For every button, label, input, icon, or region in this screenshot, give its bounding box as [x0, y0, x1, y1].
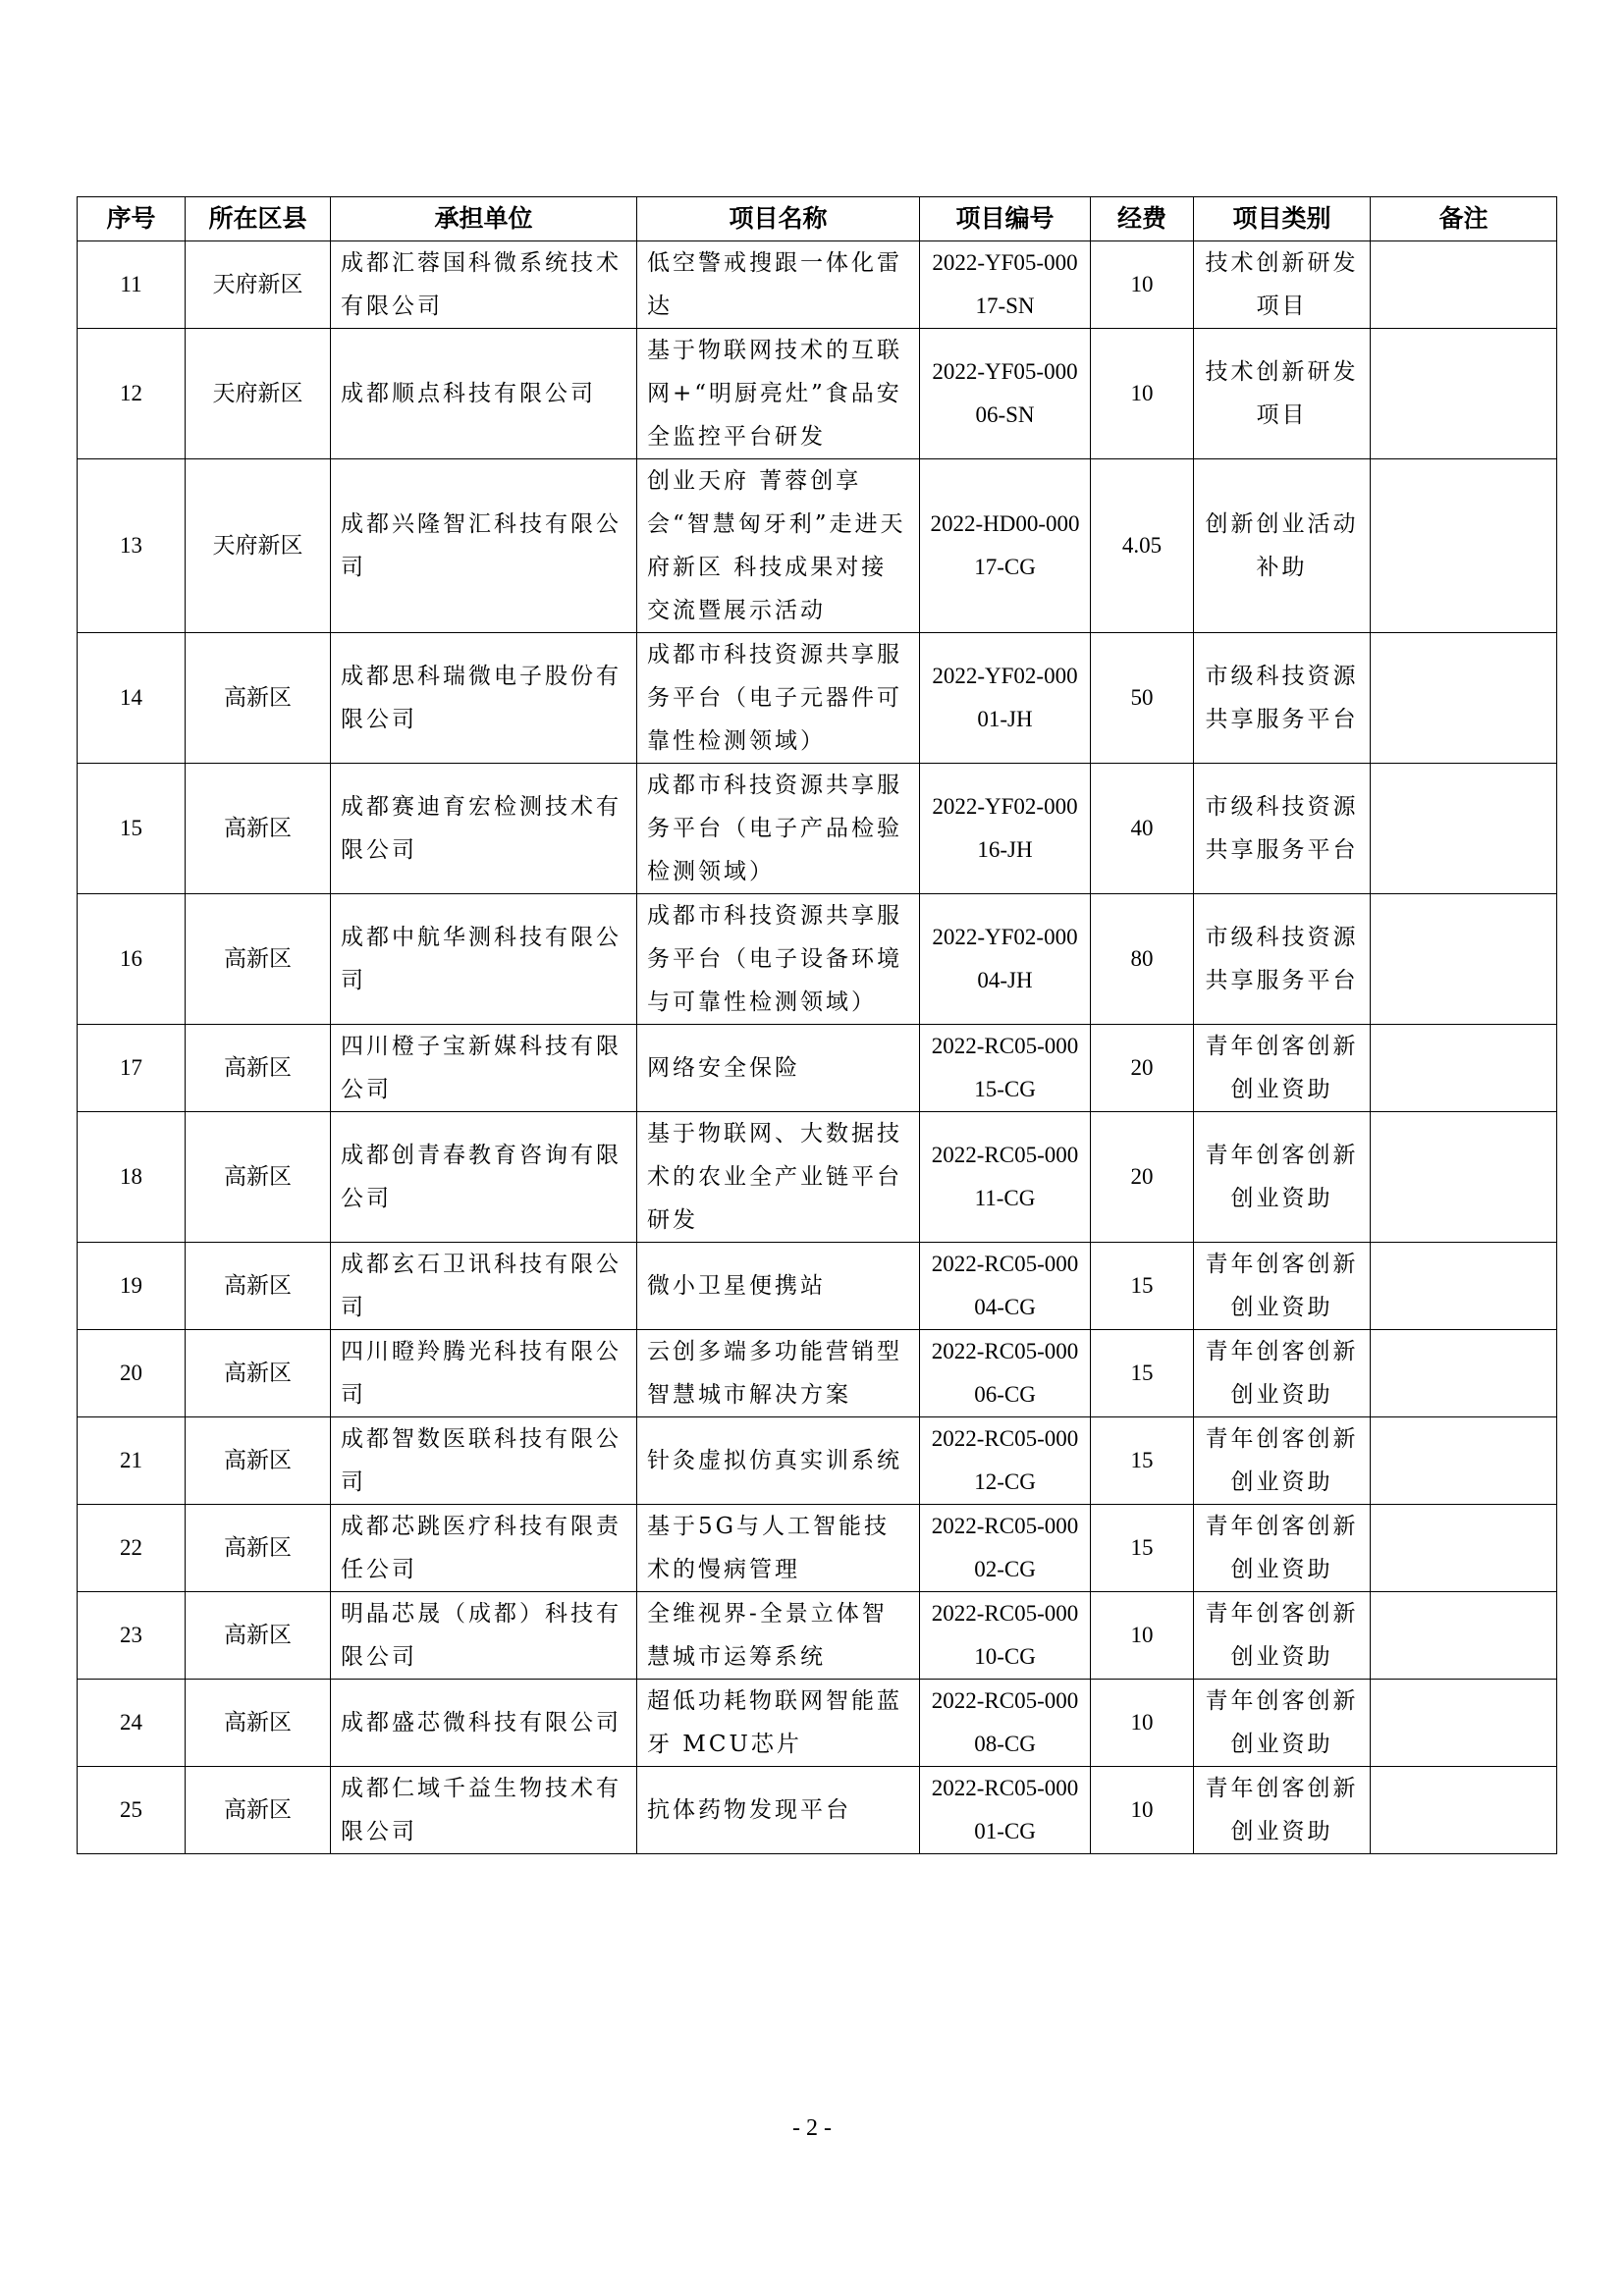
table-row	[78, 894, 1557, 1025]
cell-category: 市级科技资源共享服务平台	[1194, 764, 1371, 894]
cell-project-code: 2022-YF02-00004-JH	[920, 894, 1091, 1025]
table-row	[78, 1025, 1557, 1112]
cell-serial: 16	[78, 894, 186, 1025]
cell-category: 技术创新研发项目	[1194, 241, 1371, 329]
cell-project-code: 2022-RC05-00006-CG	[920, 1330, 1091, 1417]
cell-unit: 成都仁域千益生物技术有限公司	[331, 1767, 637, 1854]
cell-project-name: 全维视界-全景立体智慧城市运筹系统	[637, 1592, 920, 1680]
cell-note	[1371, 633, 1557, 764]
cell-note	[1371, 1330, 1557, 1417]
cell-note	[1371, 1680, 1557, 1767]
cell-project-name: 成都市科技资源共享服务平台（电子设备环境与可靠性检测领域）	[637, 894, 920, 1025]
cell-category: 青年创客创新创业资助	[1194, 1767, 1371, 1854]
cell-district: 高新区	[186, 1330, 331, 1417]
cell-note	[1371, 1112, 1557, 1243]
cell-serial: 13	[78, 459, 186, 633]
cell-unit: 成都玄石卫讯科技有限公司	[331, 1243, 637, 1330]
cell-note	[1371, 1505, 1557, 1592]
page-number: - 2 -	[792, 2115, 832, 2141]
cell-unit: 成都芯跳医疗科技有限责任公司	[331, 1505, 637, 1592]
cell-serial: 24	[78, 1680, 186, 1767]
cell-unit: 成都智数医联科技有限公司	[331, 1417, 637, 1505]
table-row	[78, 1592, 1557, 1680]
header-serial: 序号	[78, 197, 186, 241]
cell-project-code: 2022-RC05-00008-CG	[920, 1680, 1091, 1767]
table-row	[78, 1243, 1557, 1330]
cell-note	[1371, 1243, 1557, 1330]
cell-funding: 10	[1091, 329, 1194, 459]
cell-district: 高新区	[186, 1243, 331, 1330]
cell-category: 青年创客创新创业资助	[1194, 1417, 1371, 1505]
cell-unit: 成都赛迪育宏检测技术有限公司	[331, 764, 637, 894]
cell-serial: 18	[78, 1112, 186, 1243]
cell-category: 市级科技资源共享服务平台	[1194, 894, 1371, 1025]
cell-district: 高新区	[186, 1505, 331, 1592]
cell-category: 青年创客创新创业资助	[1194, 1112, 1371, 1243]
cell-project-code: 2022-RC05-00004-CG	[920, 1243, 1091, 1330]
header-category: 项目类别	[1194, 197, 1371, 241]
cell-project-code: 2022-YF05-00006-SN	[920, 329, 1091, 459]
cell-district: 天府新区	[186, 459, 331, 633]
cell-note	[1371, 329, 1557, 459]
cell-category: 青年创客创新创业资助	[1194, 1505, 1371, 1592]
cell-project-name: 基于5G与人工智能技术的慢病管理	[637, 1505, 920, 1592]
table-row	[78, 1680, 1557, 1767]
cell-unit: 明晶芯晟（成都）科技有限公司	[331, 1592, 637, 1680]
table-row	[78, 459, 1557, 633]
cell-project-code: 2022-RC05-00011-CG	[920, 1112, 1091, 1243]
header-note: 备注	[1371, 197, 1557, 241]
cell-unit: 成都思科瑞微电子股份有限公司	[331, 633, 637, 764]
cell-serial: 19	[78, 1243, 186, 1330]
cell-project-code: 2022-YF05-00017-SN	[920, 241, 1091, 329]
table-header-row	[78, 197, 1557, 241]
header-project-name: 项目名称	[637, 197, 920, 241]
cell-funding: 10	[1091, 1680, 1194, 1767]
cell-serial: 21	[78, 1417, 186, 1505]
table-row	[78, 1505, 1557, 1592]
cell-project-name: 针灸虚拟仿真实训系统	[637, 1417, 920, 1505]
cell-funding: 80	[1091, 894, 1194, 1025]
table-row	[78, 1767, 1557, 1854]
cell-funding: 4.05	[1091, 459, 1194, 633]
cell-unit: 成都盛芯微科技有限公司	[331, 1680, 637, 1767]
cell-district: 高新区	[186, 1680, 331, 1767]
cell-project-name: 低空警戒搜跟一体化雷达	[637, 241, 920, 329]
cell-note	[1371, 1417, 1557, 1505]
cell-project-code: 2022-RC05-00010-CG	[920, 1592, 1091, 1680]
cell-serial: 14	[78, 633, 186, 764]
table-body	[78, 241, 1557, 1854]
cell-project-name: 微小卫星便携站	[637, 1243, 920, 1330]
cell-project-name: 创业天府 菁蓉创享会“智慧匈牙利”走进天府新区 科技成果对接交流暨展示活动	[637, 459, 920, 633]
cell-note	[1371, 459, 1557, 633]
cell-note	[1371, 1767, 1557, 1854]
table-row	[78, 1417, 1557, 1505]
cell-serial: 17	[78, 1025, 186, 1112]
cell-unit: 成都汇蓉国科微系统技术有限公司	[331, 241, 637, 329]
cell-project-name: 成都市科技资源共享服务平台（电子产品检验检测领域）	[637, 764, 920, 894]
cell-unit: 四川瞪羚腾光科技有限公司	[331, 1330, 637, 1417]
cell-project-name: 成都市科技资源共享服务平台（电子元器件可靠性检测领域）	[637, 633, 920, 764]
cell-category: 青年创客创新创业资助	[1194, 1680, 1371, 1767]
table-row	[78, 1112, 1557, 1243]
table-row	[78, 241, 1557, 329]
table-row	[78, 329, 1557, 459]
cell-serial: 22	[78, 1505, 186, 1592]
header-project-code: 项目编号	[920, 197, 1091, 241]
cell-funding: 15	[1091, 1330, 1194, 1417]
table-row	[78, 633, 1557, 764]
cell-district: 高新区	[186, 1417, 331, 1505]
cell-district: 高新区	[186, 633, 331, 764]
cell-serial: 25	[78, 1767, 186, 1854]
cell-project-code: 2022-YF02-00001-JH	[920, 633, 1091, 764]
cell-note	[1371, 1025, 1557, 1112]
cell-district: 天府新区	[186, 329, 331, 459]
cell-project-code: 2022-YF02-00016-JH	[920, 764, 1091, 894]
cell-note	[1371, 764, 1557, 894]
cell-category: 市级科技资源共享服务平台	[1194, 633, 1371, 764]
cell-funding: 20	[1091, 1025, 1194, 1112]
cell-funding: 10	[1091, 1592, 1194, 1680]
cell-district: 高新区	[186, 1592, 331, 1680]
cell-funding: 50	[1091, 633, 1194, 764]
cell-category: 青年创客创新创业资助	[1194, 1592, 1371, 1680]
cell-project-code: 2022-RC05-00002-CG	[920, 1505, 1091, 1592]
project-table	[77, 196, 1557, 1854]
cell-district: 高新区	[186, 1112, 331, 1243]
cell-district: 高新区	[186, 764, 331, 894]
cell-funding: 15	[1091, 1505, 1194, 1592]
cell-funding: 10	[1091, 1767, 1194, 1854]
cell-serial: 20	[78, 1330, 186, 1417]
cell-project-code: 2022-HD00-00017-CG	[920, 459, 1091, 633]
cell-category: 技术创新研发项目	[1194, 329, 1371, 459]
cell-funding: 10	[1091, 241, 1194, 329]
cell-district: 高新区	[186, 1025, 331, 1112]
header-unit: 承担单位	[331, 197, 637, 241]
header-funding: 经费	[1091, 197, 1194, 241]
cell-project-name: 抗体药物发现平台	[637, 1767, 920, 1854]
cell-funding: 40	[1091, 764, 1194, 894]
table-row	[78, 1330, 1557, 1417]
header-district: 所在区县	[186, 197, 331, 241]
cell-serial: 23	[78, 1592, 186, 1680]
cell-note	[1371, 241, 1557, 329]
cell-category: 青年创客创新创业资助	[1194, 1243, 1371, 1330]
cell-unit: 四川橙子宝新媒科技有限公司	[331, 1025, 637, 1112]
cell-category: 创新创业活动补助	[1194, 459, 1371, 633]
cell-project-name: 基于物联网技术的互联网+“明厨亮灶”食品安全监控平台研发	[637, 329, 920, 459]
cell-serial: 15	[78, 764, 186, 894]
cell-project-code: 2022-RC05-00015-CG	[920, 1025, 1091, 1112]
cell-district: 高新区	[186, 894, 331, 1025]
cell-category: 青年创客创新创业资助	[1194, 1330, 1371, 1417]
table-row	[78, 764, 1557, 894]
cell-project-code: 2022-RC05-00001-CG	[920, 1767, 1091, 1854]
cell-funding: 20	[1091, 1112, 1194, 1243]
cell-serial: 11	[78, 241, 186, 329]
cell-note	[1371, 894, 1557, 1025]
cell-district: 高新区	[186, 1767, 331, 1854]
cell-unit: 成都兴隆智汇科技有限公司	[331, 459, 637, 633]
cell-funding: 15	[1091, 1417, 1194, 1505]
cell-unit: 成都创青春教育咨询有限公司	[331, 1112, 637, 1243]
cell-district: 天府新区	[186, 241, 331, 329]
cell-unit: 成都顺点科技有限公司	[331, 329, 637, 459]
cell-serial: 12	[78, 329, 186, 459]
cell-project-name: 基于物联网、大数据技术的农业全产业链平台研发	[637, 1112, 920, 1243]
cell-note	[1371, 1592, 1557, 1680]
cell-project-name: 超低功耗物联网智能蓝牙 MCU芯片	[637, 1680, 920, 1767]
cell-project-code: 2022-RC05-00012-CG	[920, 1417, 1091, 1505]
cell-project-name: 网络安全保险	[637, 1025, 920, 1112]
cell-unit: 成都中航华测科技有限公司	[331, 894, 637, 1025]
cell-funding: 15	[1091, 1243, 1194, 1330]
cell-project-name: 云创多端多功能营销型智慧城市解决方案	[637, 1330, 920, 1417]
cell-category: 青年创客创新创业资助	[1194, 1025, 1371, 1112]
